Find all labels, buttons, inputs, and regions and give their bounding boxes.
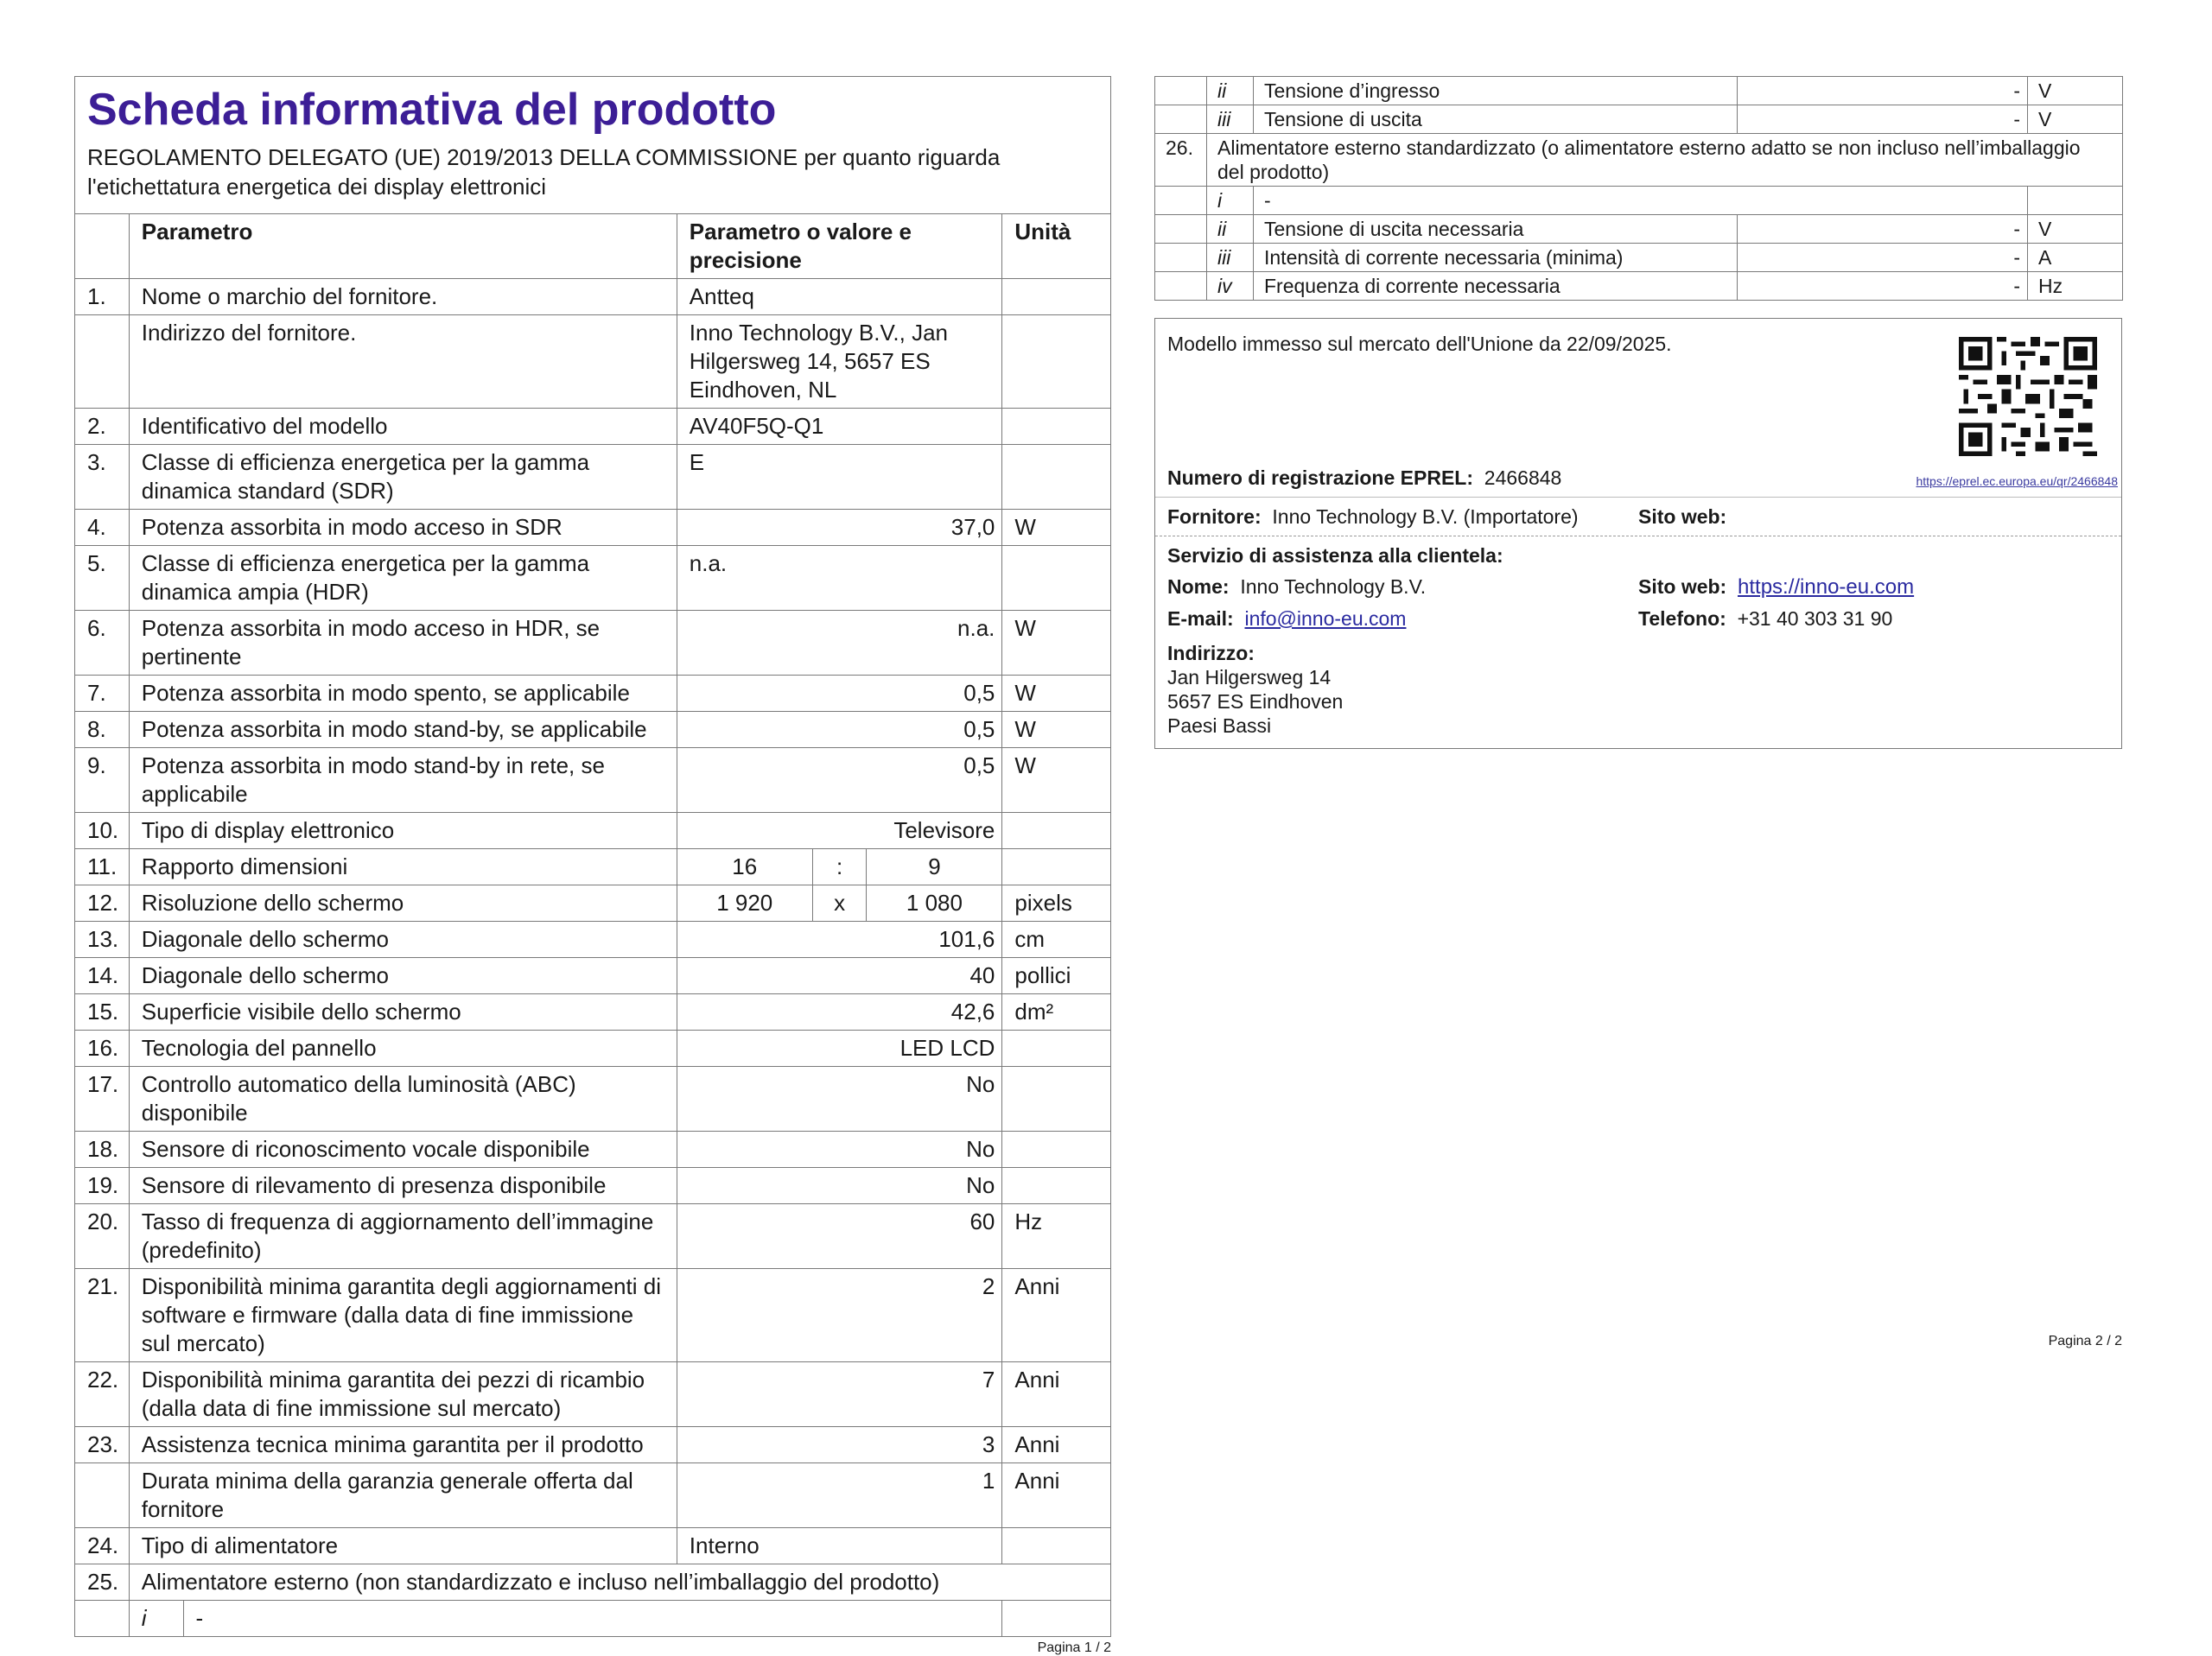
table-row — [75, 1067, 1111, 1132]
subrow-parameter: Intensità di corrente necessaria (minima) — [1254, 244, 1738, 272]
subrow-value: - — [1738, 244, 2028, 272]
row-number: 25. — [75, 1564, 130, 1601]
row-number-empty — [1155, 272, 1207, 301]
customer-service-section — [1155, 536, 2121, 748]
power-supply-body — [1155, 77, 2123, 301]
row-number: 5. — [75, 546, 130, 611]
row-unit: pollici — [1002, 958, 1111, 994]
parameters-table — [74, 213, 1111, 1637]
page-1 — [74, 76, 1111, 1656]
value-separator: x — [812, 885, 867, 922]
row-value: 0,5 — [677, 712, 1002, 748]
subrow-value: - — [183, 1601, 1002, 1637]
row-unit: Anni — [1002, 1269, 1111, 1362]
row-number-empty — [1155, 187, 1207, 215]
email-link[interactable]: info@inno-eu.com — [1244, 607, 1407, 630]
table-row — [75, 279, 1111, 315]
row-unit — [1002, 546, 1111, 611]
row-number: 26. — [1155, 134, 1207, 187]
subrow-parameter: - — [1254, 187, 2028, 215]
supplier-website-label: Sito web: — [1638, 505, 1727, 528]
row-number: 11. — [75, 849, 130, 885]
subrow-parameter: Tensione di uscita — [1254, 105, 1738, 134]
page-number-2: Pagina 2 / 2 — [2048, 1334, 2122, 1348]
table-subrow — [1155, 105, 2123, 134]
supplier-label: Fornitore: — [1167, 505, 1262, 528]
row-parameter: Superficie visibile dello schermo — [129, 994, 677, 1031]
row-value: 3 — [677, 1427, 1002, 1463]
row-number-empty — [1155, 77, 1207, 105]
table-row — [75, 510, 1111, 546]
table-row — [75, 611, 1111, 676]
qr-code-icon — [1959, 336, 2097, 457]
table-subrow — [1155, 215, 2123, 244]
row-parameter: Durata minima della garanzia generale offerta dal fornitore — [129, 1463, 677, 1528]
row-parameter: Nome o marchio del fornitore. — [129, 279, 677, 315]
row-unit — [1002, 1168, 1111, 1204]
name-label: Nome: — [1167, 575, 1230, 598]
row-number: 8. — [75, 712, 130, 748]
subrow-parameter: Tensione d’ingresso — [1254, 77, 1738, 105]
table-row — [75, 813, 1111, 849]
row-parameter: Sensore di riconoscimento vocale disponibile — [129, 1132, 677, 1168]
subrow-parameter: Frequenza di corrente necessaria — [1254, 272, 1738, 301]
row-number: 7. — [75, 676, 130, 712]
row-unit: Anni — [1002, 1427, 1111, 1463]
value-separator: : — [812, 849, 867, 885]
subrow-unit: V — [2028, 215, 2123, 244]
row-number-empty — [1155, 105, 1207, 134]
subrow-unit — [2028, 187, 2123, 215]
table-row — [75, 1528, 1111, 1564]
row-number — [75, 1463, 130, 1528]
header-parameter: Parametro — [129, 214, 677, 279]
row-number: 3. — [75, 445, 130, 510]
row-unit — [1002, 1067, 1111, 1132]
row-parameter: Potenza assorbita in modo acceso in SDR — [129, 510, 677, 546]
row-unit: Anni — [1002, 1463, 1111, 1528]
row-number: 17. — [75, 1067, 130, 1132]
address-block — [1155, 638, 2121, 748]
row-number: 1. — [75, 279, 130, 315]
row-number: 2. — [75, 409, 130, 445]
row-parameter: Classe di efficienza energetica per la gamma dinamica ampia (HDR) — [129, 546, 677, 611]
row-number: 14. — [75, 958, 130, 994]
row-parameter: Tasso di frequenza di aggiornamento dell’immagine (predefinito) — [129, 1204, 677, 1269]
table-row — [75, 1132, 1111, 1168]
subrow-value: - — [1738, 215, 2028, 244]
row-parameter: Disponibilità minima garantita dei pezzi di ricambio (dalla data di fine immissione sul mercato) — [129, 1362, 677, 1427]
row-unit: cm — [1002, 922, 1111, 958]
row-unit: Hz — [1002, 1204, 1111, 1269]
table-row — [75, 849, 1111, 885]
table-row — [75, 958, 1111, 994]
table-subrow — [1155, 272, 2123, 301]
row-value: 42,6 — [677, 994, 1002, 1031]
eprel-registration — [1167, 466, 1561, 490]
website-label: Sito web: — [1638, 575, 1727, 598]
row-value: Inno Technology B.V., Jan Hilgersweg 14, 5657 ES Eindhoven, NL — [677, 315, 1002, 409]
table-row — [75, 994, 1111, 1031]
row-value: 0,5 — [677, 748, 1002, 813]
page-2 — [1154, 76, 2122, 749]
subrow-index: ii — [1207, 215, 1254, 244]
market-section — [1155, 319, 2121, 497]
table-row — [75, 676, 1111, 712]
row-number: 22. — [75, 1362, 130, 1427]
table-row — [75, 546, 1111, 611]
website-link[interactable]: https://inno-eu.com — [1738, 575, 1915, 599]
row-number: 9. — [75, 748, 130, 813]
row-unit: W — [1002, 676, 1111, 712]
row-value: n.a. — [677, 611, 1002, 676]
row-number: 24. — [75, 1528, 130, 1564]
supplier-row — [1155, 497, 2121, 536]
row-unit — [1002, 813, 1111, 849]
row-number — [75, 315, 130, 409]
row-parameter: Potenza assorbita in modo acceso in HDR, se pertinente — [129, 611, 677, 676]
row-unit — [1002, 315, 1111, 409]
row-unit: Anni — [1002, 1362, 1111, 1427]
row-unit — [1002, 409, 1111, 445]
address-line: 5657 ES Eindhoven — [1167, 690, 1344, 713]
row-number-empty — [1155, 215, 1207, 244]
row-number: 16. — [75, 1031, 130, 1067]
row-parameter: Rapporto dimensioni — [129, 849, 677, 885]
row-number: 12. — [75, 885, 130, 922]
row-number: 18. — [75, 1132, 130, 1168]
row-parameter: Tipo di display elettronico — [129, 813, 677, 849]
row-unit — [1002, 849, 1111, 885]
subrow-unit: V — [2028, 105, 2123, 134]
eprel-number: 2466848 — [1484, 466, 1562, 489]
row-parameter: Diagonale dello schermo — [129, 922, 677, 958]
service-contact-row — [1155, 603, 2121, 638]
table-body — [75, 279, 1111, 1637]
subrow-index: ii — [1207, 77, 1254, 105]
table-row-26 — [1155, 134, 2123, 187]
header-number — [75, 214, 130, 279]
table-row — [75, 748, 1111, 813]
row-number: 19. — [75, 1168, 130, 1204]
table-row — [75, 712, 1111, 748]
row-value: 101,6 — [677, 922, 1002, 958]
row-parameter: Tecnologia del pannello — [129, 1031, 677, 1067]
row-value: AV40F5Q-Q1 — [677, 409, 1002, 445]
table-subrow — [75, 1601, 1111, 1637]
value-b: 1 080 — [867, 885, 1002, 922]
service-name-row — [1155, 571, 2121, 603]
subrow-unit — [1002, 1601, 1111, 1637]
row-number: 20. — [75, 1204, 130, 1269]
table-subrow — [1155, 77, 2123, 105]
row-value: No — [677, 1067, 1002, 1132]
row-number: 10. — [75, 813, 130, 849]
row-value: 37,0 — [677, 510, 1002, 546]
phone-value: +31 40 303 31 90 — [1737, 607, 1893, 630]
row-unit: W — [1002, 712, 1111, 748]
page-title: Scheda informativa del prodotto — [87, 85, 777, 135]
row-value: 1 — [677, 1463, 1002, 1528]
table-row — [75, 1168, 1111, 1204]
row-parameter: Potenza assorbita in modo spento, se applicabile — [129, 676, 677, 712]
value-a: 1 920 — [677, 885, 812, 922]
row-parameter: Sensore di rilevamento di presenza disponibile — [129, 1168, 677, 1204]
value-b: 9 — [867, 849, 1002, 885]
row-parameter: Alimentatore esterno (non standardizzato e incluso nell’imballaggio del prodotto) — [129, 1564, 1110, 1601]
row-number: 21. — [75, 1269, 130, 1362]
table-row — [75, 1463, 1111, 1528]
table-row — [75, 922, 1111, 958]
row-number: 6. — [75, 611, 130, 676]
address-label: Indirizzo: — [1167, 642, 1255, 664]
row-unit: pixels — [1002, 885, 1111, 922]
row-value: 2 — [677, 1269, 1002, 1362]
row-parameter: Identificativo del modello — [129, 409, 677, 445]
power-supply-table — [1154, 76, 2123, 301]
table-header-row — [75, 214, 1111, 279]
subrow-parameter: Tensione di uscita necessaria — [1254, 215, 1738, 244]
table-row — [75, 445, 1111, 510]
table-row — [75, 1204, 1111, 1269]
subrow-index: i — [1207, 187, 1254, 215]
subrow-index: iii — [1207, 244, 1254, 272]
product-info-box — [1154, 318, 2122, 749]
table-row — [75, 1269, 1111, 1362]
row-parameter: Potenza assorbita in modo stand-by in rete, se applicabile — [129, 748, 677, 813]
row-value: 0,5 — [677, 676, 1002, 712]
row-value: Interno — [677, 1528, 1002, 1564]
supplier-value: Inno Technology B.V. (Importatore) — [1272, 505, 1579, 528]
header-unit: Unità — [1002, 214, 1111, 279]
row-unit: dm² — [1002, 994, 1111, 1031]
row-number: 15. — [75, 994, 130, 1031]
row-value: Televisore — [677, 813, 1002, 849]
subrow-unit: V — [2028, 77, 2123, 105]
row-number: 13. — [75, 922, 130, 958]
eprel-label: Numero di registrazione EPREL: — [1167, 466, 1474, 489]
row-value: 60 — [677, 1204, 1002, 1269]
table-row — [75, 1427, 1111, 1463]
document-header — [74, 76, 1111, 213]
subrow-unit: A — [2028, 244, 2123, 272]
page-number: Pagina 1 / 2 — [1037, 1640, 1111, 1655]
table-subrow — [1155, 187, 2123, 215]
row-parameter: Controllo automatico della luminosità (ABC) disponibile — [129, 1067, 677, 1132]
row-unit: W — [1002, 510, 1111, 546]
value-a: 16 — [677, 849, 812, 885]
row-value: LED LCD — [677, 1031, 1002, 1067]
row-unit — [1002, 1132, 1111, 1168]
row-value: No — [677, 1132, 1002, 1168]
table-subrow — [1155, 244, 2123, 272]
name-value: Inno Technology B.V. — [1240, 575, 1427, 598]
row-parameter: Disponibilità minima garantita degli aggiornamenti di software e firmware (dalla data di fine immissione sul mercato) — [129, 1269, 677, 1362]
phone-label: Telefono: — [1638, 607, 1726, 630]
row-parameter: Tipo di alimentatore — [129, 1528, 677, 1564]
header-value: Parametro o valore e precisione — [677, 214, 1002, 279]
row-parameter: Assistenza tecnica minima garantita per il prodotto — [129, 1427, 677, 1463]
subrow-value: - — [1738, 77, 2028, 105]
subrow-value: - — [1738, 105, 2028, 134]
market-date-text: Modello immesso sul mercato dell'Unione da 22/09/2025. — [1167, 333, 1672, 355]
subrow-value: - — [1738, 272, 2028, 301]
row-parameter: Alimentatore esterno standardizzato (o alimentatore esterno adatto se non incluso nell’imballaggio del prodotto) — [1207, 134, 2123, 187]
table-row — [75, 409, 1111, 445]
address-line: Paesi Bassi — [1167, 714, 1272, 737]
row-parameter: Classe di efficienza energetica per la gamma dinamica standard (SDR) — [129, 445, 677, 510]
row-unit — [1002, 1031, 1111, 1067]
row-unit — [1002, 279, 1111, 315]
row-number: 23. — [75, 1427, 130, 1463]
table-row — [75, 1031, 1111, 1067]
table-row — [75, 1362, 1111, 1427]
table-row — [75, 885, 1111, 922]
row-number-empty — [75, 1601, 130, 1637]
row-value: No — [677, 1168, 1002, 1204]
row-value: 40 — [677, 958, 1002, 994]
address-line: Jan Hilgersweg 14 — [1167, 666, 1332, 688]
subrow-index: i — [129, 1601, 183, 1637]
row-parameter: Potenza assorbita in modo stand-by, se applicabile — [129, 712, 677, 748]
customer-service-title: Servizio di assistenza alla clientela: — [1167, 544, 1503, 567]
table-row — [75, 315, 1111, 409]
subrow-unit: Hz — [2028, 272, 2123, 301]
regulation-subtitle: REGOLAMENTO DELEGATO (UE) 2019/2013 DELLA COMMISSIONE per quanto riguarda l'etichettatura energetica dei display elettronici — [87, 144, 1001, 200]
eprel-link[interactable]: https://eprel.ec.europa.eu/qr/2466848 — [1916, 474, 2118, 488]
row-unit — [1002, 445, 1111, 510]
row-value: 7 — [677, 1362, 1002, 1427]
subrow-index: iv — [1207, 272, 1254, 301]
email-label: E-mail: — [1167, 607, 1234, 630]
row-parameter: Diagonale dello schermo — [129, 958, 677, 994]
row-number: 4. — [75, 510, 130, 546]
row-value: n.a. — [677, 546, 1002, 611]
row-value: Antteq — [677, 279, 1002, 315]
row-parameter: Indirizzo del fornitore. — [129, 315, 677, 409]
table-row-25 — [75, 1564, 1111, 1601]
row-value: E — [677, 445, 1002, 510]
row-unit — [1002, 1528, 1111, 1564]
row-number-empty — [1155, 244, 1207, 272]
row-unit: W — [1002, 611, 1111, 676]
row-unit: W — [1002, 748, 1111, 813]
subrow-index: iii — [1207, 105, 1254, 134]
row-parameter: Risoluzione dello schermo — [129, 885, 677, 922]
